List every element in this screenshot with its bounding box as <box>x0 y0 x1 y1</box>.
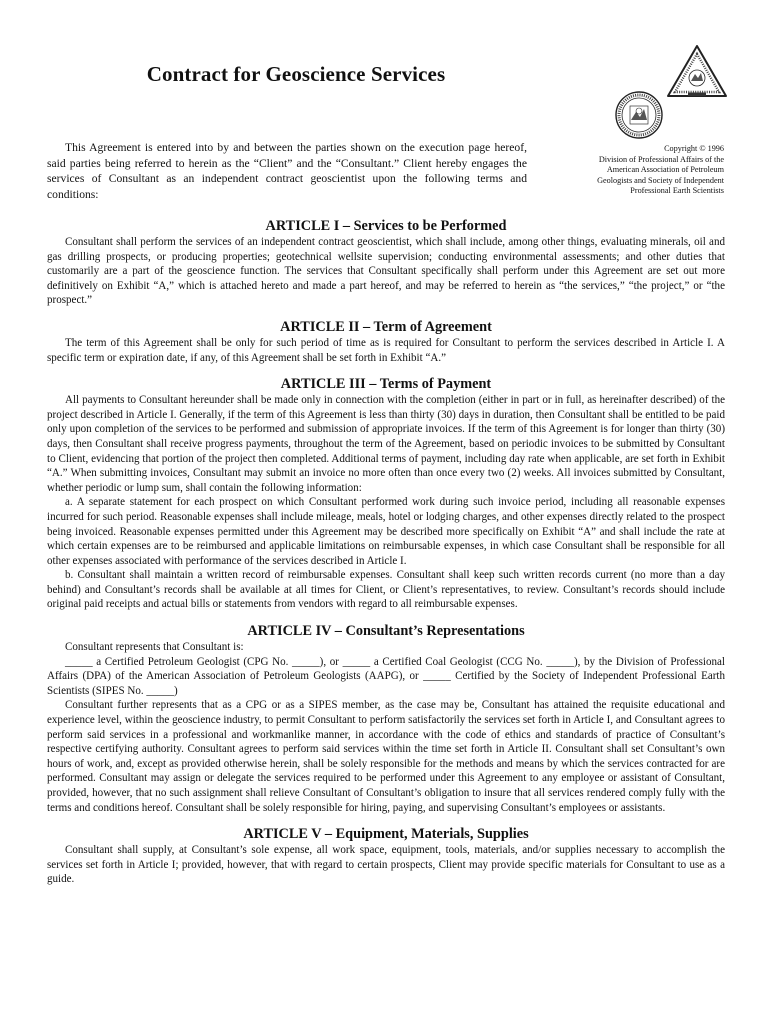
copyright-notice <box>560 144 724 197</box>
article-heading: ARTICLE II – Term of Agreement <box>280 318 492 335</box>
articles-body <box>47 218 725 898</box>
intro-paragraph: This Agreement is entered into by and between the parties shown on the execution page hereof, said parties being referred to herein as the “Client” and the “Consultant.” Client hereby engages the services of Consultant as an independent contract geoscientist upon the following terms and conditions: <box>47 141 527 202</box>
article-heading: ARTICLE IV – Consultant’s Representations <box>247 623 525 640</box>
copyright-line: Professional Earth Scientists <box>630 186 724 196</box>
intro-section <box>47 140 527 203</box>
article-heading: ARTICLE I – Services to be Performed <box>265 218 507 234</box>
article-heading: ARTICLE V – Equipment, Materials, Supplies <box>243 826 529 843</box>
article-paragraph: Consultant shall perform the services of an independent contract geoscientist, which shall include, among other things, evaluating minerals, oil and gas drilling prospects, or producing properties; geotechnical wellsite supervision; conducting environmental assessments; and other duties that customarily are a part of the geoscience function. The services that Consultant specifically shall perform under this Agreement are set out more definitively on Exhibit “A,” which is attached hereto and made a part hereof, and may be referred to herein as “the services,” “the project,” or “the prospect.” <box>47 236 725 307</box>
article-paragraph: All payments to Consultant hereunder shall be made only in connection with the completion (either in part or in full, as hereinafter described) of the project described in Article I. Generally, if the term of this Agreement is less than thirty (30) days in duration, then Consultant shall be entitled to be paid only upon completion of the services to be performed and submission of appropriate invoices. If the term of this Agreement is for longer than thirty (30) days, then Consultant shall receive progress payments, throughout the term of the Agreement, based on periodic invoices to be submitted by Consultant to Client, evidencing that portion of the project then completed. Additional terms of payment, including day rate when applicable, are set forth in Exhibit “A.” When submitting invoices, Consultant may submit an invoice no more often than once every two (2) weeks. All invoices submitted by Consultant, whether periodic or lump sum, shall contain the following information: <box>47 394 725 494</box>
article-subparagraph-b: b. Consultant shall maintain a written record of reimbursable expenses. Consultant shall keep such written records current (no more than a day behind) and Consultant’s records shall be available at all times for Client, or Client’s representatives, to review. Consultant’s records should include original paid receipts and actual bills or statements from vendors with regard to all reimbursable expenses. <box>47 569 725 611</box>
article-2 <box>47 319 725 365</box>
article-4 <box>47 623 725 815</box>
aapg-seal-icon <box>614 90 664 140</box>
article-paragraph: Consultant shall supply, at Consultant’s sole expense, all work space, equipment, tools, materials, and/or supplies necessary to accomplish the services set forth in Article I; provided, however, that with regard to certain prospects, Client may provide specific materials for Consultant to use as a guide. <box>47 844 725 886</box>
sipes-triangle-icon <box>666 44 728 100</box>
copyright-line: Division of Professional Affairs of the <box>598 154 724 164</box>
certification-blanks: _____ a Certified Petroleum Geologist (CPG No. _____), or _____ a Certified Coal Geologist (CCG No. _____), by the Division of Professional Affairs (DPA) of the American Association of Petroleum Geologists (AAPG), or _____ Certified by the Society of Independent Professional Earth Scientists (SIPES No. _____) <box>47 655 725 697</box>
article-heading: ARTICLE III – Terms of Payment <box>280 376 492 393</box>
page-title: Contract for Geoscience Services <box>146 62 446 86</box>
article-paragraph: Consultant further represents that as a CPG or as a SIPES member, as the case may be, Consultant has attained the requisite educational and experience level, within the geoscience industry, to permit Consultant to perform satisfactorily the services set forth in Article I, and Consultant agrees to perform said services in a professional and workmanlike manner, in accordance with the code of ethics and standards of practice of Consultant’s respective certifying authority. Consultant agrees to perform said services within the time set forth in Article II. Consultant shall set Consultant’s own hours of work, and, except as provided otherwise herein, shall be solely responsible for the methods and means by which the services contracted for are performed. Consultant may assign or delegate the services required to be performed under this Agreement to any employee or assistant of Consultant, provided, however, that no such assignment shall relieve Consultant of Consultant’s obligation to insure that all services rendered comply fully with the terms and conditions hereof. Consultant shall be solely responsible for hiring, paying, and supervising Consultant’s employees or assistants. <box>47 699 725 814</box>
article-paragraph: Consultant represents that Consultant is: <box>65 641 244 654</box>
article-3 <box>47 376 725 612</box>
copyright-line: Copyright © 1996 <box>664 144 724 153</box>
article-paragraph: The term of this Agreement shall be only for such period of time as is required for Consultant to perform the services described in Article I. A specific term or expiration date, if any, of this Agreement shall be set forth in Exhibit “A.” <box>47 336 725 364</box>
article-1 <box>47 218 725 308</box>
copyright-line: American Association of Petroleum <box>606 165 724 175</box>
article-subparagraph-a: a. A separate statement for each prospect on which Consultant performed work during such invoice period, including all reasonable expenses incurred for such period. Reasonable expenses shall include mileage, meals, hotel or lodging charges, and other expenses directly related to the prospect being invoiced. Reasonable expenses permitted under this Agreement may be described more specifically on Exhibit “A” and shall include the rate at which certain expenses are to be reimbursed and applicable limitations on reimbursable expenses, in which case Consultant shall be responsible for all other expenses associated with performance of the services described in Article I. <box>47 496 725 567</box>
article-5 <box>47 826 725 887</box>
copyright-line: Geologists and Society of Independent <box>597 175 724 185</box>
